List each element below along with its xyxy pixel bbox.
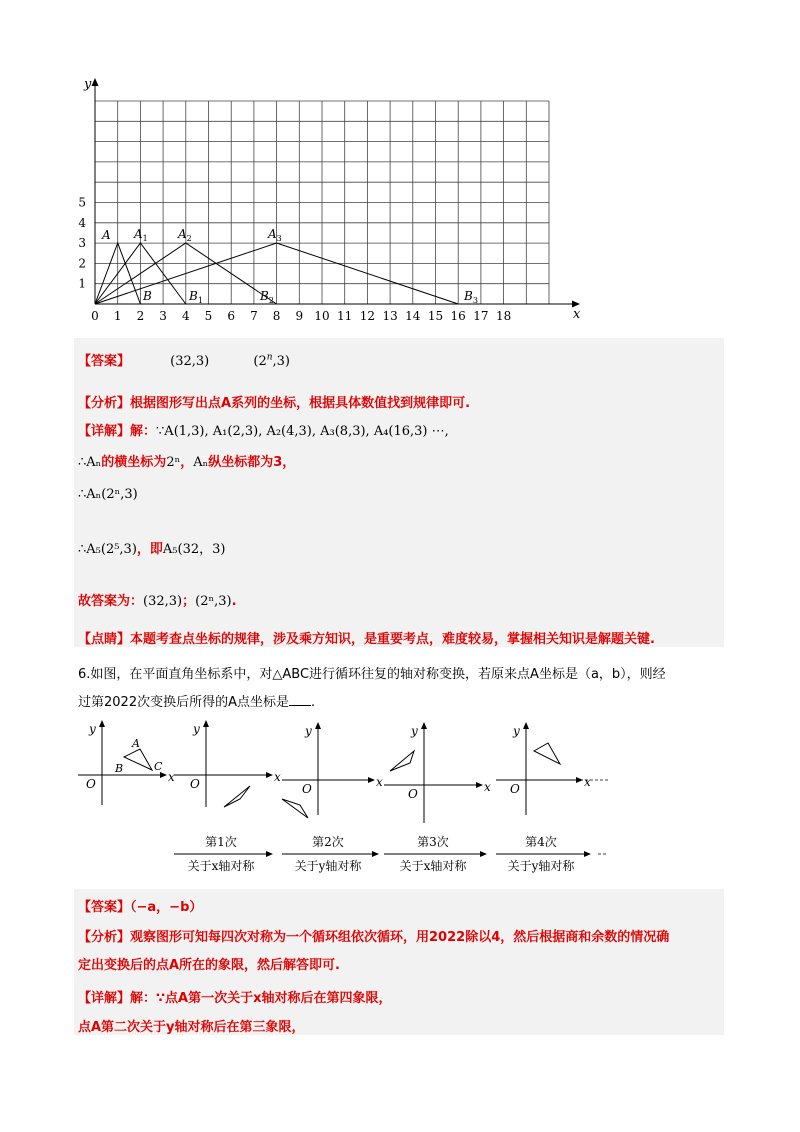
answer-value-2: (2$^n$,3) — [253, 352, 291, 369]
x-tick-label: 3 — [159, 309, 167, 323]
analysis-row-5 — [78, 392, 470, 411]
analysis-row-6-1 — [78, 926, 669, 945]
coordinate-grid-figure — [70, 72, 590, 324]
detail-line-2 — [78, 451, 295, 470]
detail-line-4 — [78, 538, 225, 557]
panel-x-arrow — [266, 772, 273, 778]
panel-y-label: y — [193, 722, 200, 736]
panel-x-label: x — [168, 770, 175, 784]
math-A5-exp: ∴A₅(2⁵,3) — [78, 542, 137, 557]
math-An-coord: ∴Aₙ(2ⁿ,3) — [78, 487, 138, 502]
x-tick-label: 14 — [405, 309, 421, 323]
detail-row-6-2: 点A第二次关于y轴对称后在第三象限， — [78, 1020, 305, 1035]
panel-x-label: x — [376, 775, 383, 789]
detail-line-3 — [78, 487, 138, 502]
step-description: 关于y轴对称 — [294, 859, 362, 873]
math-2n: 2ⁿ — [166, 455, 181, 470]
panel-x-label: x — [274, 770, 281, 784]
text-namely: ，即 — [136, 542, 163, 557]
detail-formula: ∵A(1,3), A₁(2,3), A₂(4,3), A₃(8,3), A₄(16,3) ⋯, — [156, 424, 449, 439]
label-A2: $A_2$ — [178, 227, 192, 243]
detail-tag: 【详解】 — [78, 424, 131, 439]
panel-origin-label: O — [190, 777, 200, 791]
step-description: 关于x轴对称 — [187, 859, 255, 873]
answer-value: （−a，−b） — [130, 900, 203, 915]
panel-y-arrow — [203, 720, 209, 727]
therefore-value-1: (32,3) — [143, 594, 183, 609]
analysis-row-6-2: 定出变换后的点A所在的象限，然后解答即可. — [78, 958, 340, 973]
label-B1: $B_1$ — [189, 289, 203, 305]
label-C: C — [154, 760, 163, 773]
step-count: 第4次 — [525, 835, 557, 849]
y-tick-label: 2 — [78, 256, 86, 271]
analysis-text-1: 观察图形可知每四次对称为一个循环组依次循环，用2022除以4，然后根据商和余数的情况确 — [130, 930, 670, 945]
panel-y-arrow — [99, 720, 105, 727]
detail-lead: 解： — [130, 424, 157, 439]
panel-y-label: y — [411, 724, 418, 738]
step-count: 第3次 — [417, 835, 449, 849]
label-B: B — [143, 289, 152, 303]
analysis-tag: 【分析】 — [78, 930, 131, 945]
panel-x-arrow — [368, 777, 375, 783]
step-arrow-head — [584, 851, 591, 857]
therefore-sep: ； — [182, 594, 196, 609]
text-ordinate: 纵坐标都为3， — [208, 455, 296, 470]
therefore-end: . — [231, 594, 237, 609]
question-6-line-2 — [78, 691, 315, 710]
panel-origin-label: O — [86, 777, 96, 791]
x-tick-label: 11 — [337, 309, 353, 323]
x-tick-label: 9 — [295, 309, 304, 323]
x-tick-label: 12 — [359, 309, 376, 323]
step-arrow-head — [266, 851, 273, 857]
detail-row-5 — [78, 420, 449, 439]
triangle-labels — [114, 737, 163, 775]
x-tick-label: 6 — [227, 309, 236, 323]
triangle-step2 — [282, 799, 308, 818]
panel-y-label: y — [305, 724, 312, 738]
label-B2: $B_2$ — [260, 289, 274, 305]
panel-y-arrow — [421, 722, 427, 729]
question-6-line-1: 6.如图，在平面直角坐标系中，对△ABC进行循环往复的轴对称变换，若原来点A坐标是（a，b），则经 — [78, 667, 666, 682]
label-B3: $B_3$ — [464, 289, 478, 305]
panel-y-label: y — [89, 722, 96, 736]
math-An: ∴Aₙ — [78, 455, 102, 470]
x-tick-label: 2 — [136, 309, 145, 323]
x-tick-label: 16 — [450, 309, 466, 323]
analysis-text: 根据图形写出点A系列的坐标，根据具体数值找到规律即可. — [130, 396, 471, 411]
analysis-tag: 【分析】 — [78, 396, 131, 411]
step-description: 关于y轴对称 — [507, 859, 575, 873]
answer-blank — [289, 693, 311, 706]
panel-origin-label: O — [408, 787, 418, 801]
x-tick-label: 5 — [204, 309, 213, 323]
panel-x-label: x — [584, 775, 591, 789]
y-tick-label: 1 — [78, 276, 86, 291]
transform-figure — [78, 715, 608, 885]
comment-tag: 【点睛】 — [78, 632, 131, 647]
y-tick-label: 4 — [78, 215, 86, 230]
panel-x-arrow — [476, 782, 483, 788]
label-B: B — [115, 762, 124, 775]
panel-y-arrow — [523, 722, 529, 729]
x-tick-label: 1 — [113, 309, 122, 323]
y-axis-label: y — [84, 77, 92, 92]
panel-x-label: x — [484, 780, 491, 794]
answer-value-1: (32,3) — [170, 354, 210, 369]
x-tick-label: 18 — [495, 309, 512, 323]
triangle-original — [124, 749, 152, 770]
step-count: 第1次 — [205, 835, 237, 849]
therefore-row — [78, 590, 237, 609]
triangle-step3 — [390, 751, 414, 771]
text-comma: ， — [180, 455, 194, 470]
answer-tag: 【答案】 — [78, 354, 131, 369]
x-tick-label: 10 — [314, 309, 330, 323]
math-An-2: Aₙ — [193, 455, 209, 470]
detail-tag: 【详解】 — [78, 991, 131, 1006]
panel-y-arrow — [315, 722, 321, 729]
answer-row-5 — [78, 350, 290, 369]
x-tick-label: 4 — [181, 309, 190, 323]
label-A: A — [132, 737, 140, 750]
label-A1: $A_1$ — [134, 227, 148, 243]
question-6-end: . — [310, 695, 316, 710]
detail-row-6-1 — [78, 987, 392, 1006]
step-description: 关于x轴对称 — [399, 859, 467, 873]
step-count: 第2次 — [312, 835, 344, 849]
comment-text: 本题考查点坐标的规律，涉及乘方知识，是重要考点，难度较易，掌握相关知识是解题关键. — [130, 632, 655, 647]
x-tick-label: 17 — [473, 309, 489, 323]
answer-row-6 — [78, 896, 202, 915]
question-6-text: 过第2022次变换后所得的A点坐标是 — [78, 695, 289, 710]
therefore-text: 故答案为： — [78, 594, 144, 609]
math-A5-value: A₅(32，3) — [162, 542, 226, 557]
detail-text-1: 解：∵点A第一次关于x轴对称后在第四象限， — [130, 991, 392, 1006]
comment-row-5 — [78, 628, 655, 647]
x-tick-label: 13 — [382, 309, 398, 323]
x-tick-labels — [91, 309, 511, 323]
label-A3: $A_3$ — [268, 227, 282, 243]
y-tick-label: 3 — [78, 236, 86, 251]
y-tick-labels — [78, 196, 86, 291]
transform-steps — [174, 834, 591, 873]
step-arrow-head — [372, 851, 379, 857]
triangle-step1 — [224, 786, 250, 807]
answer-tag: 【答案】 — [78, 900, 131, 915]
panel-y-label: y — [513, 724, 520, 738]
x-tick-label: 7 — [250, 309, 258, 323]
y-tick-label: 5 — [78, 195, 86, 210]
x-tick-label: 15 — [427, 309, 444, 323]
y-axis-arrow — [92, 78, 99, 86]
x-tick-label: 8 — [272, 309, 281, 323]
x-tick-label: 0 — [91, 309, 99, 323]
label-A: A — [102, 228, 111, 242]
step-arrow-head — [480, 851, 487, 857]
panel-origin-label: O — [510, 782, 520, 796]
x-axis-label: x — [573, 307, 581, 322]
text-abscissa: 的横坐标为 — [101, 455, 167, 470]
therefore-value-2: (2ⁿ,3) — [195, 594, 232, 609]
panel-origin-label: O — [302, 782, 312, 796]
triangle-step4 — [534, 743, 560, 764]
